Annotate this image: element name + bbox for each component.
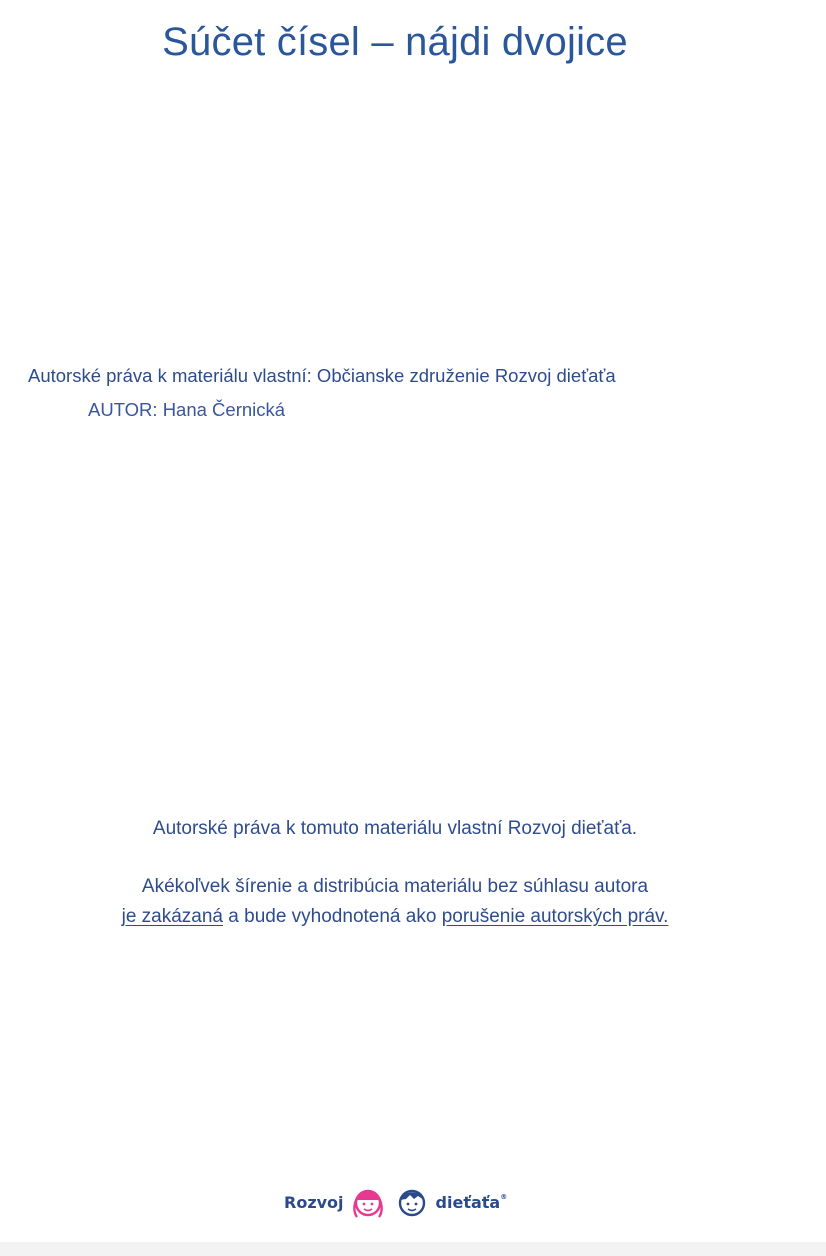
copyright-owner-line: Autorské práva k materiálu vlastní: Občianske združenie Rozvoj dieťaťa (28, 365, 616, 386)
page-bottom-edge (0, 1242, 826, 1256)
rozvoj-dietata-logo (284, 1182, 507, 1222)
girl-face-icon (348, 1182, 388, 1222)
logo-right-word (436, 1193, 508, 1212)
page-title: Súčet čísel – nájdi dvojice (162, 20, 628, 64)
logo-right-word-text: dieťaťa (435, 1192, 501, 1212)
distribution-warning-line: Akékoľvek šírenie a distribúcia materiálu bez súhlasu autora (141, 876, 649, 897)
copyright-notice: Autorské práva k tomuto materiálu vlastní Rozvoj dieťaťa. (152, 818, 638, 839)
distribution-warning (0, 872, 790, 932)
boy-face-icon (392, 1182, 432, 1222)
prohibited-text: je zakázaná (121, 906, 223, 927)
logo-left-word: Rozvoj (284, 1192, 344, 1212)
warning-connector-text: a bude vyhodnotená ako (223, 906, 442, 927)
distribution-warning-line (0, 902, 790, 932)
registered-mark: ® (500, 1192, 508, 1201)
copyright-violation-text: porušenie autorských práv. (441, 906, 669, 927)
author-line: AUTOR: Hana Černická (88, 399, 286, 420)
